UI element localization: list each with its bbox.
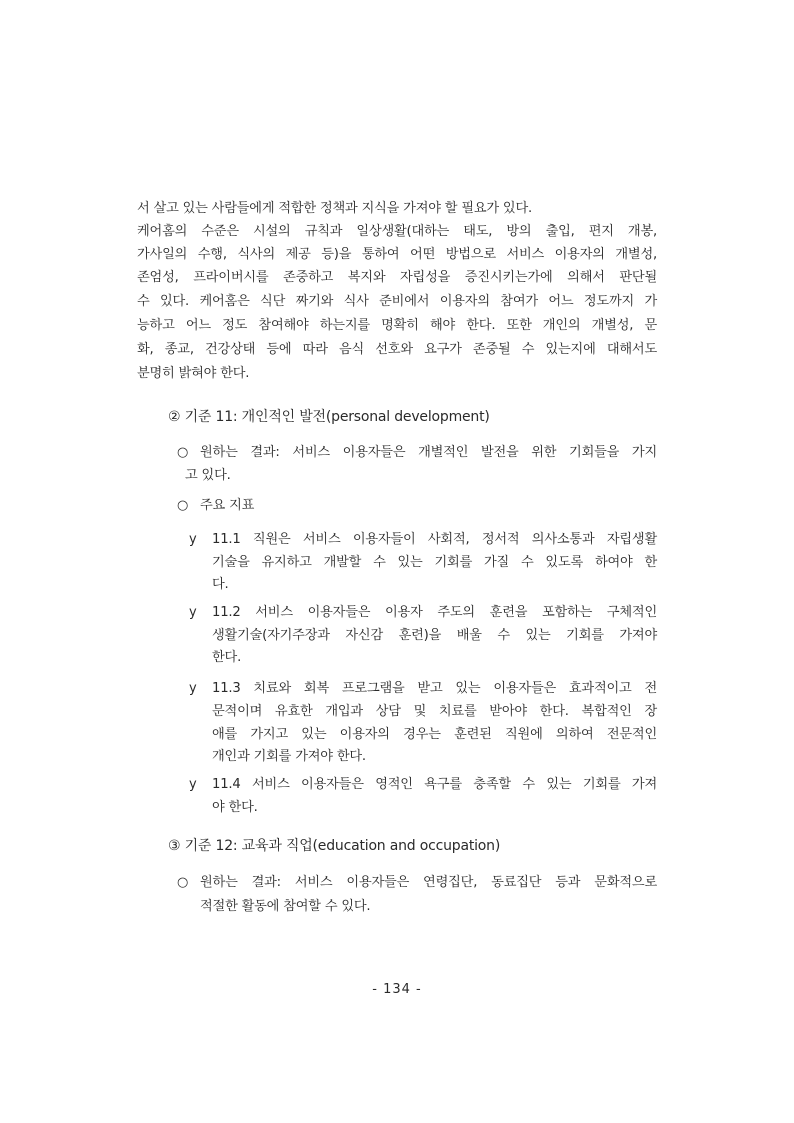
outcome-bullet: ○ <box>177 875 189 890</box>
item-11-2-line: 생활기술(자기주장과 자신감 훈련)을 배울 수 있는 기회를 가져야 <box>212 628 657 643</box>
intro-line: 케어홈의 수준은 시설의 규칙과 일상생활(대하는 태도, 방의 출입, 편지 개봉, <box>137 224 657 239</box>
item-11-4-line: 11.4 서비스 이용자들은 영적인 욕구를 충족할 수 있는 기회를 가져 <box>212 777 657 792</box>
item-marker: y <box>189 605 197 620</box>
item-marker: y <box>189 777 197 792</box>
standard-12-outcome-line: 적절한 활동에 참여할 수 있다. <box>200 899 371 914</box>
item-11-2-line: 한다. <box>212 650 242 665</box>
item-11-3-line: 개인과 기회를 가져야 한다. <box>212 749 366 764</box>
item-11-4-line: 야 한다. <box>212 800 258 815</box>
item-11-2-line: 11.2 서비스 이용자들은 이용자 주도의 훈련을 포함하는 구체적인 <box>212 605 657 620</box>
standard-12-heading: ③ 기준 12: 교육과 직업(education and occupation) <box>168 838 501 854</box>
indicator-label: 주요 지표 <box>200 498 255 513</box>
intro-line: 화, 종교, 건강상태 등에 따라 음식 선호와 요구가 존중될 수 있는지에 대해서도 <box>137 342 657 357</box>
outcome-bullet: ○ <box>177 445 189 460</box>
intro-line: 서 살고 있는 사람들에게 적합한 정책과 지식을 가져야 할 필요가 있다. <box>137 201 533 216</box>
item-11-3-line: 문적이며 유효한 개입과 상담 및 치료를 받아야 한다. 복합적인 장 <box>212 704 657 719</box>
indicator-bullet: ○ <box>177 498 189 513</box>
intro-line: 수 있다. 케어홈은 식단 짜기와 식사 준비에서 이용자의 참여가 어느 정도까지 가 <box>137 294 657 309</box>
standard-11-outcome-line: 원하는 결과: 서비스 이용자들은 개별적인 발전을 위한 기회들을 가지 <box>200 445 657 460</box>
item-11-1-line: 11.1 직원은 서비스 이용자들이 사회적, 정서적 의사소통과 자립생활 <box>212 532 657 547</box>
standard-11-heading: ② 기준 11: 개인적인 발전(personal development) <box>168 409 490 425</box>
intro-line: 능하고 어느 정도 참여해야 하는지를 명확히 해야 한다. 또한 개인의 개별성, 문 <box>137 318 657 333</box>
item-marker: y <box>189 532 197 547</box>
intro-line: 존엄성, 프라이버시를 존중하고 복지와 자립성을 증진시키는가에 의해서 판단될 <box>137 270 657 285</box>
intro-line: 가사일의 수행, 식사의 제공 등)을 통하여 어떤 방법으로 서비스 이용자의 개별성, <box>137 247 657 262</box>
page-number: - 134 - <box>372 982 422 997</box>
item-11-1-line: 기술을 유지하고 개발할 수 있는 기회를 가질 수 있도록 하여야 한 <box>212 555 657 570</box>
intro-line: 분명히 밝혀야 한다. <box>137 366 250 381</box>
standard-11-outcome-line: 고 있다. <box>185 468 231 483</box>
item-11-3-line: 애를 가지고 있는 이용자의 경우는 훈련된 직원에 의하여 전문적인 <box>212 727 657 742</box>
item-11-3-line: 11.3 치료와 회복 프로그램을 받고 있는 이용자들은 효과적이고 전 <box>212 681 657 696</box>
standard-12-outcome-line: 원하는 결과: 서비스 이용자들은 연령집단, 동료집단 등과 문화적으로 <box>200 875 657 890</box>
item-marker: y <box>189 681 197 696</box>
item-11-1-line: 다. <box>212 577 229 592</box>
